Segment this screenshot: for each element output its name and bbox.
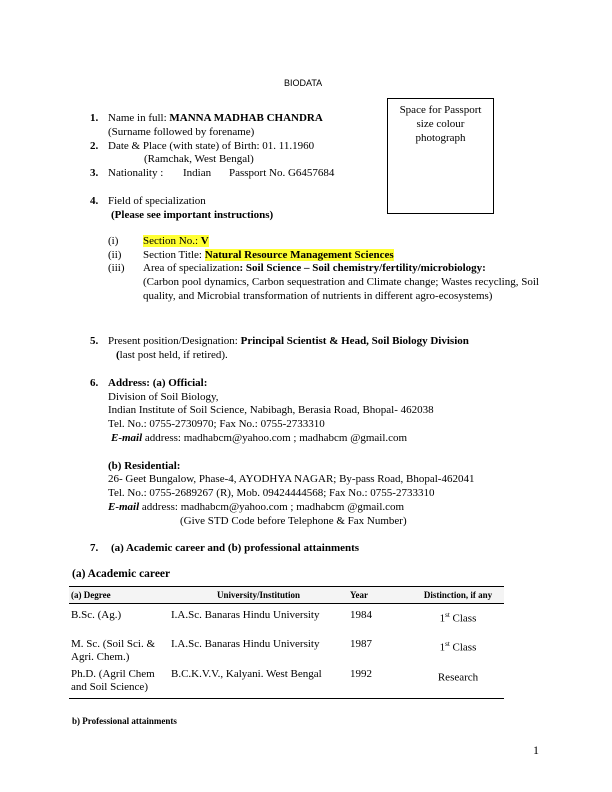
year-cell: 1984 xyxy=(350,609,372,621)
field-label: Field of specialization xyxy=(108,195,206,207)
birth-date: Date & Place (with state) of Birth: 01. 11.1960 xyxy=(108,140,315,152)
column-header: (a) Degree xyxy=(69,587,169,604)
year-cell: 1992 xyxy=(348,665,412,699)
degree-cell: B.Sc. (Ag.) xyxy=(71,609,122,621)
name-line xyxy=(108,112,323,124)
nationality-value: Indian xyxy=(183,167,212,179)
professional-attainments-heading: b) Professional attainments xyxy=(72,716,177,726)
year-cell: 1987 xyxy=(350,637,372,650)
address-heading: Address: (a) Official: xyxy=(108,377,208,389)
specialization-label: Area of specialization xyxy=(143,262,240,274)
email-label: E-mail xyxy=(108,501,140,513)
distinction-cell xyxy=(412,665,504,699)
residential-email xyxy=(108,501,404,513)
residential-phone: Tel. No.: 0755-2689267 (R), Mob. 09424444568; Fax No.: 0755-2733310 xyxy=(108,487,435,499)
section-number-label: Section No.: xyxy=(143,235,201,247)
passport-number: Passport No. G6457684 xyxy=(229,167,335,179)
table-header-row xyxy=(69,587,504,604)
item-number: 3. xyxy=(90,167,99,179)
column-header: Distinction, if any xyxy=(412,587,504,604)
official-phone: Tel. No.: 0755-2730970; Fax No.: 0755-2733310 xyxy=(108,418,325,430)
designation-note xyxy=(116,349,228,361)
distinction-text: Class xyxy=(449,641,477,654)
distinction-sup: st xyxy=(445,639,450,648)
photo-text-3: photograph xyxy=(415,132,466,144)
item-number: 6. xyxy=(90,377,99,389)
table-row xyxy=(69,604,504,635)
item-number: 5. xyxy=(90,335,99,347)
institution-cell: B.C.K.V.V., Kalyani. West Bengal xyxy=(169,665,348,699)
academic-career-heading: (a) Academic career xyxy=(72,568,171,580)
specialization xyxy=(143,262,486,274)
residential-email-value: address: madhabcm@yahoo.com ; madhabcm @gmail.com xyxy=(139,501,405,513)
section-number-value: V xyxy=(200,235,209,247)
designation-value: Principal Scientist & Head, Soil Biology Division xyxy=(240,335,469,347)
distinction-cell xyxy=(412,635,504,665)
table-row xyxy=(69,635,504,665)
full-name: MANNA MADHAB CHANDRA xyxy=(169,112,323,124)
institution-cell: I.A.Sc. Banaras Hindu University xyxy=(171,609,320,621)
specialization-value: : Soil Science – Soil chemistry/fertility/microbiology: xyxy=(239,262,486,274)
residential-address: 26- Geet Bungalow, Phase-4, AYODHYA NAGAR; By-pass Road, Bhopal-462041 xyxy=(108,473,475,485)
designation-note-text: last post held, if retired). xyxy=(119,349,228,361)
distinction-number: Research xyxy=(437,671,479,684)
page-title: BIODATA xyxy=(284,78,323,88)
distinction-cell xyxy=(412,604,504,635)
roman-numeral: (i) xyxy=(108,235,119,247)
career-heading xyxy=(111,542,359,554)
page-number: 1 xyxy=(533,743,539,757)
photo-text-2: size colour xyxy=(416,118,465,130)
section-number xyxy=(143,235,209,247)
distinction-number: 1 xyxy=(439,612,446,625)
roman-numeral: (ii) xyxy=(108,249,122,261)
official-email-value: address: madhabcm@yahoo.com ; madhabcm @gmail.com xyxy=(142,432,408,444)
item-number: 2. xyxy=(90,140,99,152)
birth-place: (Ramchak, West Bengal) xyxy=(144,153,254,165)
section-title xyxy=(143,249,394,261)
name-note: (Surname followed by forename) xyxy=(108,126,255,138)
name-label: Name in full: xyxy=(108,112,170,124)
residential-heading: (b) Residential: xyxy=(108,460,181,472)
nationality-label: Nationality : xyxy=(108,167,164,179)
email-label: E-mail xyxy=(111,432,143,444)
institution-cell: I.A.Sc. Banaras Hindu University xyxy=(171,637,320,650)
career-heading-b: b) professional attainments xyxy=(231,542,360,554)
official-address-line: Division of Soil Biology, xyxy=(108,391,219,403)
official-address-line: Indian Institute of Soil Science, Nabibagh, Berasia Road, Bhopal- 462038 xyxy=(108,404,434,416)
photo-placeholder-box xyxy=(387,98,494,214)
specialization-description: (Carbon pool dynamics, Carbon sequestration and Climate change; Wastes recycling, Soil quality, and Microbial transformation of nutrients in different agro-ecosystems) xyxy=(143,276,539,302)
instruction-note: (Please see important instructions) xyxy=(111,209,274,221)
roman-numeral: (iii) xyxy=(108,262,125,274)
designation xyxy=(108,335,469,347)
designation-label: Present position/Designation: xyxy=(108,335,241,347)
column-header: University/Institution xyxy=(169,587,348,604)
table-row xyxy=(69,665,504,699)
column-header: Year xyxy=(348,587,412,604)
item-number: 7. xyxy=(90,542,99,554)
academic-table xyxy=(69,586,504,699)
distinction-text: Class xyxy=(449,612,477,625)
std-note: (Give STD Code before Telephone & Fax Number) xyxy=(180,515,407,527)
section-title-value: Natural Resource Management Sciences xyxy=(204,249,394,261)
official-email xyxy=(111,432,407,444)
paren: ( xyxy=(116,349,120,361)
distinction-sup: st xyxy=(445,611,450,619)
degree-cell: M. Sc. (Soil Sci. & Agri. Chem.) xyxy=(71,637,156,663)
section-title-label: Section Title: xyxy=(143,249,205,261)
photo-text-1: Space for Passport xyxy=(399,104,482,116)
item-number: 1. xyxy=(90,112,99,124)
item-number: 4. xyxy=(90,195,99,207)
career-heading-a: (a) Academic career and ( xyxy=(111,542,232,554)
degree-cell: Ph.D. (Agril Chem and Soil Science) xyxy=(69,665,169,699)
distinction-number: 1 xyxy=(439,641,446,654)
